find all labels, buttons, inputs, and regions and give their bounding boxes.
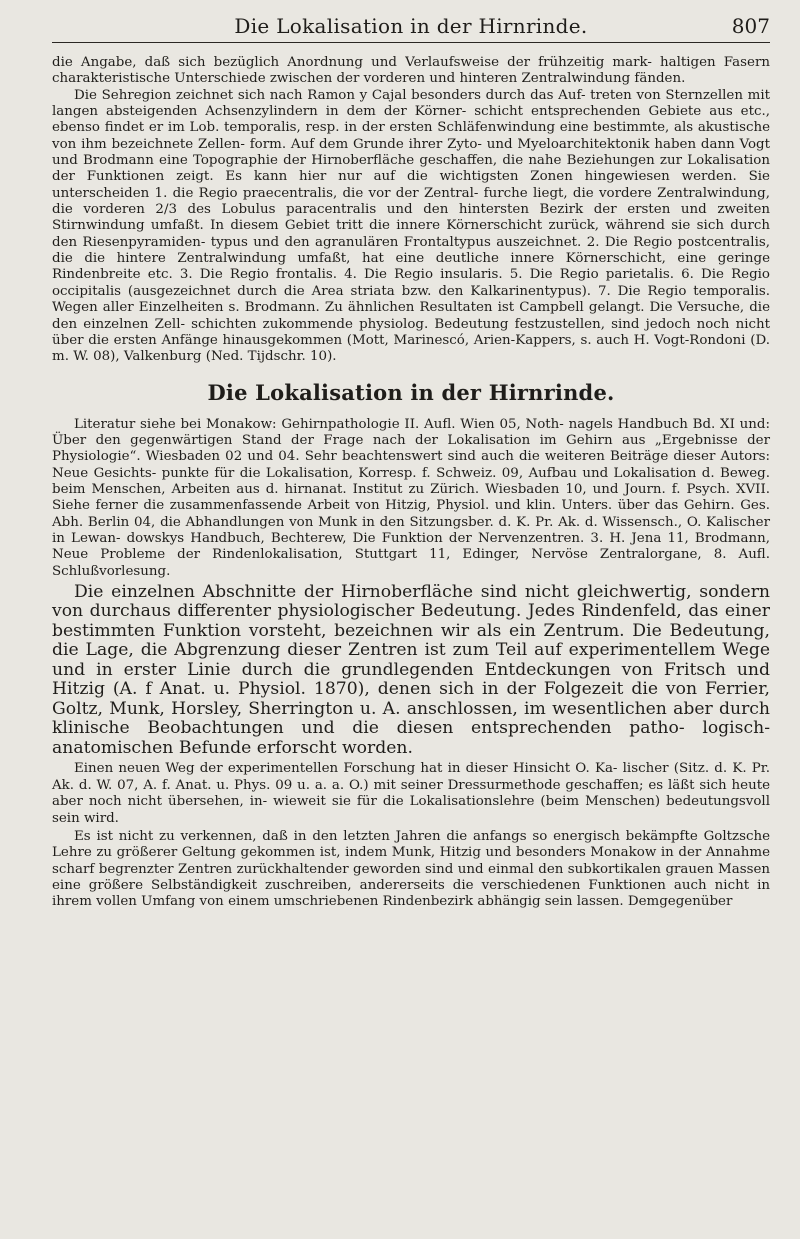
closing-paragraph-goltz: Es ist nicht zu verkennen, daß in den letzten Jahren die anfangs so energisch bekämpfte Goltzsche Lehre zu größerer Geltung gekommen ist, indem Munk, Hitzig und besonders Monakow in der Annahme scharf begrenzter Zentren zurückhaltender geworden sind und einmal den subkortikalen grauen Massen eine größere Selbständigkeit zuschreiben, andererseits die verschiedenen Funktionen auch nicht in ihrem vollen Umfang von einem umschriebenen Rindenbezirk abhängig sein lassen. Demgegenüber [52, 828, 770, 910]
main-paragraph: Die einzelnen Abschnitte der Hirnoberfläche sind nicht gleichwertig, sondern von durchaus differenter physiologischer Bedeutung. Jedes Rindenfeld, das einer bestimmten Funktion vorsteht, bezeichnen wir als ein Zentrum. Die Bedeutung, die Lage, die Abgrenzung dieser Zentren ist zum Teil auf experimentellem Wege und in erster Linie durch die grundlegenden Entdeckungen von Fritsch und Hitzig (A. f Anat. u. Physiol. 1870), denen sich in der Folgezeit die von Ferrier, Goltz, Munk, Horsley, Sherrington u. A. anschlossen, im wesentlichen aber durch klinische Beobachtungen und die diesen entsprechenden patho- logisch-anatomischen Befunde erforscht worden. [52, 581, 770, 758]
intro-paragraph-continuation: die Angabe, daß sich bezüglich Anordnung und Verlaufsweise der frühzeitig mark- haltigen Fasern charakteristische Unterschiede zwischen der vorderen und hinteren Zentralwindung fänden. [52, 55, 770, 87]
section-heading: Die Lokalisation in der Hirnrinde. [207, 379, 615, 405]
closing-paragraph-kalischer: Einen neuen Weg der experimentellen Forschung hat in dieser Hinsicht O. Ka- lischer (Sitz. d. K. Pr. Ak. d. W. 07, A. f. Anat. u. Phys. 09 u. a. a. O.) mit seiner Dressurmethode geschaffen; es läßt sich heute aber noch nicht übersehen, in- wieweit sie für die Lokalisationslehre (beim Menschen) bedeutungsvoll sein wird. [52, 761, 770, 826]
page-number: 807 [731, 14, 770, 38]
intro-paragraph-sehregion: Die Sehregion zeichnet sich nach Ramon y Cajal besonders durch das Auf- treten von Sternzellen mit langen absteigenden Achsenzylindern in dem der Körner- schicht entsprechenden Gebiete aus etc., ebenso findet er im Lob. temporalis, resp. in der ersten Schläfenwindung eine bestimmte, als akustische von ihm bezeichnete Zellen- form. Auf dem Grunde ihrer Zyto- und Myeloarchitektonik haben dann Vogt und Brodmann eine Topographie der Hirnoberfläche geschaffen, die nahe Beziehungen zur Lokalisation der Funktionen zeigt. Es kann hier nur auf die wichtigsten Zonen hingewiesen werden. Sie unterscheiden 1. die Regio praecentralis, die vor der Zentral- furche liegt, die vordere Zentralwindung, die vorderen 2/3 des Lobulus paracentralis und den hintersten Bezirk der ersten und zweiten Stirnwindung umfaßt. In diesem Gebiet tritt die innere Körnerschicht zurück, während sie sich durch den Riesenpyramiden- typus und den agranulären Frontaltypus auszeichnet. 2. Die Regio postcentralis, die die hintere Zentralwindung umfaßt, hat eine deutliche innere Körnerschicht, eine geringe Rindenbreite etc. 3. Die Regio frontalis. 4. Die Regio insularis. 5. Die Regio parietalis. 6. Die Regio occipitalis (ausgezeichnet durch die Area striata bzw. den Kalkarinentypus). 7. Die Regio temporalis. Wegen aller Einzelheiten s. Brodmann. Zu ähnlichen Resultaten ist Campbell gelangt. Die Versuche, die den einzelnen Zell- schichten zukommende physiolog. Bedeutung festzustellen, sind jedoch noch nicht über die ersten Anfänge hinausgekommen (Mott, Marinescó, Arien-Kappers, s. auch H. Vogt-Rondoni (D. m. W. 08), Valkenburg (Ned. Tijdschr. 10). [52, 87, 770, 365]
running-header [52, 14, 770, 43]
literature-paragraph: Literatur siehe bei Monakow: Gehirnpathologie II. Aufl. Wien 05, Noth- nagels Handbuch Bd. XI und: Über den gegenwärtigen Stand der Frage nach der Lokalisation im Gehirn aus „Ergebnisse der Physiologie“. Wiesbaden 02 und 04. Sehr beachtenswert sind auch die weiteren Beiträge dieser Autors: Neue Gesichts- punkte für die Lokalisation, Korresp. f. Schweiz. 09, Aufbau und Lokalisation d. Beweg. beim Menschen, Arbeiten aus d. hirnanat. Institut zu Zürich. Wiesbaden 10, und Journ. f. Psych. XVII. Siehe ferner die zusammenfassende Arbeit von Hitzig, Physiol. und klin. Unters. über das Gehirn. Ges. Abh. Berlin 04, die Abhandlungen von Munk in den Sitzungsber. d. K. Pr. Ak. d. Wissensch., O. Kalischer in Lewan- dowskys Handbuch, Bechterew, Die Funktion der Nervenzentren. 3. H. Jena 11, Brodmann, Neue Probleme der Rindenlokalisation, Stuttgart 11, Edinger, Nervöse Zentralorgane, 8. Aufl. Schlußvorlesung. [52, 416, 770, 579]
running-title: Die Lokalisation in der Hirnrinde. [234, 14, 588, 38]
